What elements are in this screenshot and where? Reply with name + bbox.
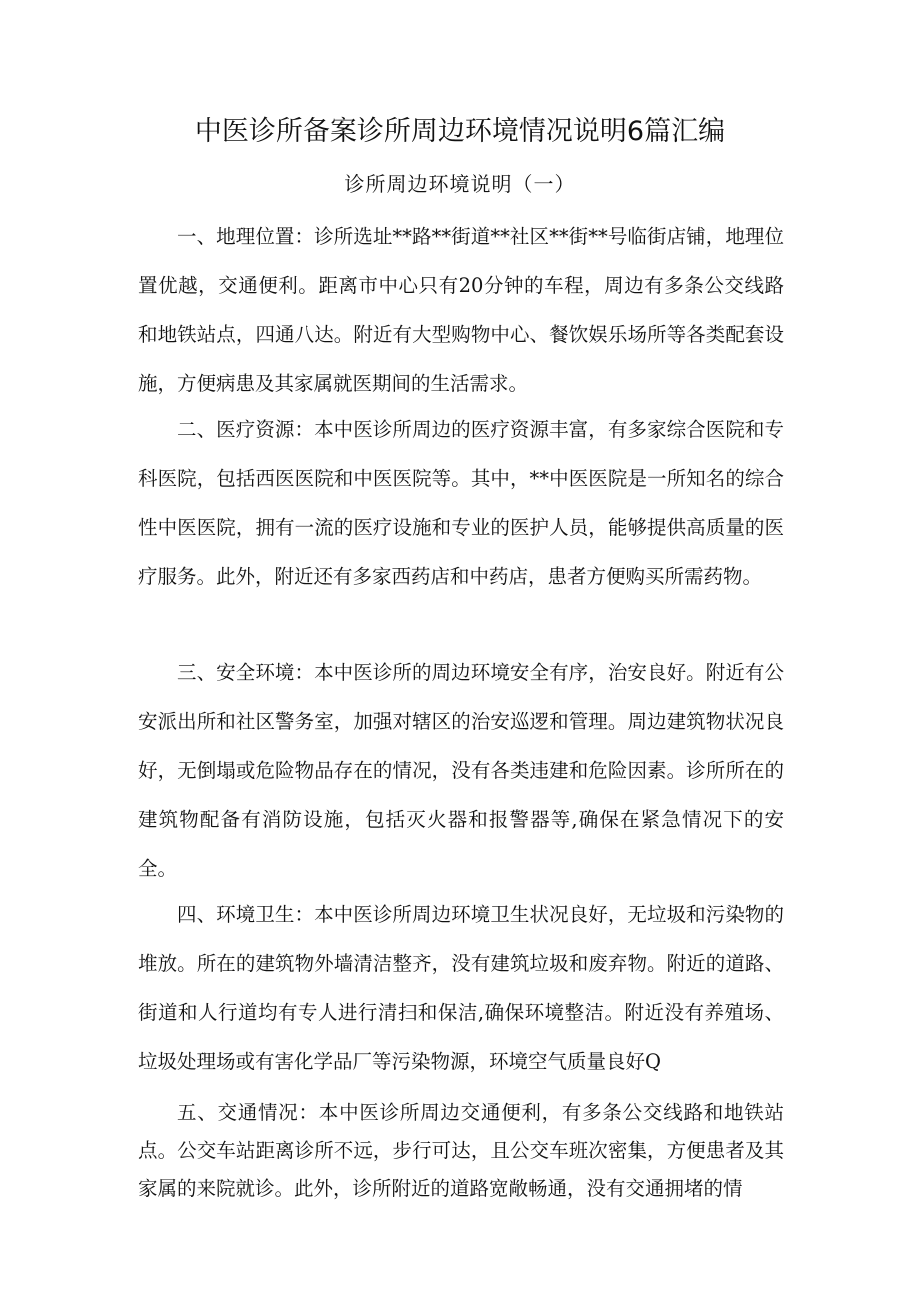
section-subtitle: 诊所周边环境说明（一）: [344, 172, 576, 196]
paragraph-medical-resources: 二、医疗资源：本中医诊所周边的医疗资源丰富，有多家综合医院和专科医院，包括西医医院和中医医院等。其中，**中医医院是一所知名的综合性中医医院，拥有一流的医疗设施和专业的医护人员，能够提供高质量的医疗服务。此外，附近还有多家西药店和中药店，患者方便购买所需药物。: [138, 418, 784, 588]
paragraph-traffic: 五、交通情况：本中医诊所周边交通便利，有多条公交线路和地铁站点。公交车站距离诊所不远，步行可达，且公交车班次密集，方便患者及其家属的来院就诊。此外，诊所附近的道路宽敞畅通，没有交通拥堵的情: [138, 1101, 784, 1200]
paragraph-safety: 三、安全环境：本中医诊所的周边环境安全有序，治安良好。附近有公安派出所和社区警务室，加强对辖区的治安巡逻和管理。周边建筑物状况良好，无倒塌或危险物品存在的情况，没有各类违建和危险因素。诊所所在的建筑物配备有消防设施，包括灭火器和报警器等,确保在紧急情况下的安全。: [138, 661, 784, 880]
paragraph-sanitation: 四、环境卫生：本中医诊所周边环境卫生状况良好，无垃圾和污染物的堆放。所在的建筑物外墙清洁整齐，没有建筑垃圾和废弃物。附近的道路、街道和人行道均有专人进行清扫和保洁,确保环境整洁。附近没有养殖场、垃圾处理场或有害化学品厂等污染物源，环境空气质量良好Q: [138, 903, 784, 1073]
document-title: 中医诊所备案诊所周边环境情况说明6篇汇编: [194, 116, 726, 147]
paragraph-location: 一、地理位置：诊所选址**路**街道**社区**街**号临街店铺，地理位置优越，交通便利。距离市中心只有20分钟的车程，周边有多条公交线路和地铁站点，四通八达。附近有大型购物中心、餐饮娱乐场所等各类配套设施，方便病患及其家属就医期间的生活需求。: [138, 225, 784, 395]
